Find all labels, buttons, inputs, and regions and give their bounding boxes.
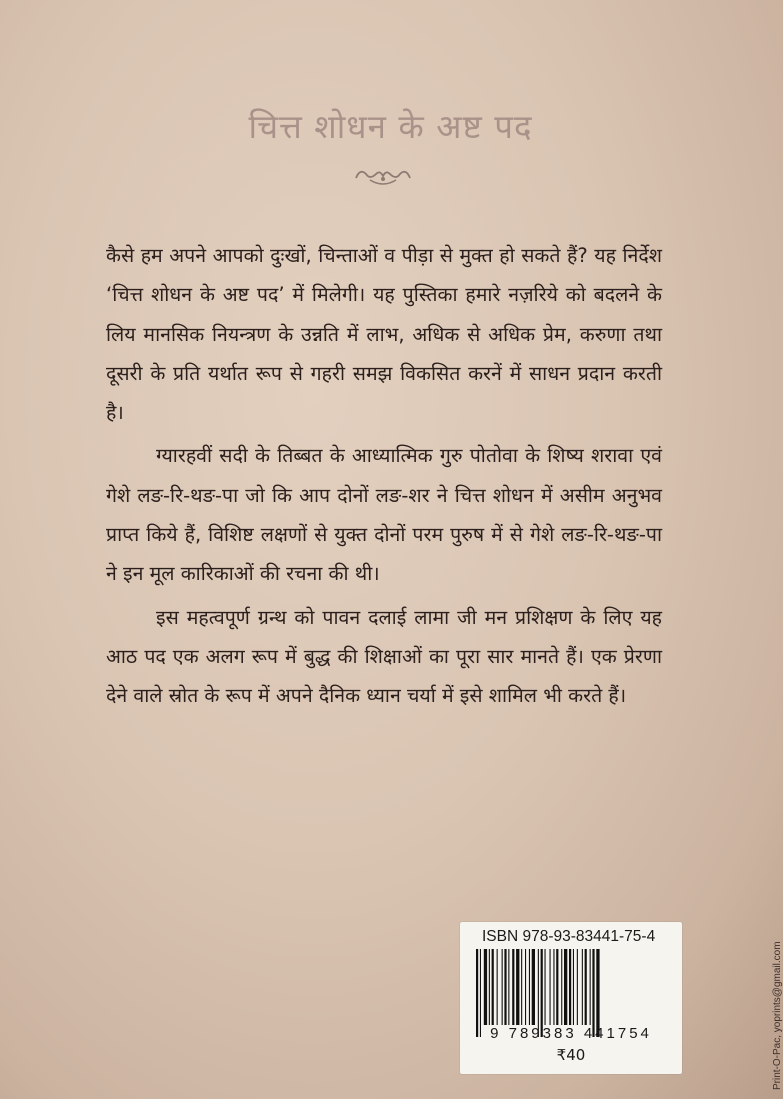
page-title: चित्त शोधन के अष्ट पद — [248, 107, 533, 146]
ornament-flourish-icon — [352, 162, 414, 190]
paragraph-1: कैसे हम अपने आपको दुःखों, चिन्ताओं व पीड़ा से मुक्त हो सकते हैं? यह निर्देश ‘चित्त शोधन के अष्ट पद’ में मिलेगी। यह पुस्तिका हमारे नज़रिये को बदलने के लिय मानसिक नियन्त्रण के उन्नति में लाभ, अधिक से अधिक प्रेम, करुणा तथा दूसरी के प्रति यर्थात रूप से गहरी समझ विकसित करनें में साधन प्रदान करती है। — [106, 244, 662, 425]
isbn-number: ISBN 978-93-83441-75-4 — [482, 928, 656, 945]
printer-credit: Print-O-Pac, yoprints@gmail.com — [772, 941, 783, 1090]
barcode-digits: 9 789383 441754 — [490, 1025, 652, 1042]
paragraph-2: ग्यारहवीं सदी के तिब्बत के आध्यात्मिक गुरु पोतोवा के शिष्य शरावा एवं गेशे लङ-रि-थङ-पा जो कि आप दोनों लङ-शर ने चित्त शोधन में असीम अनुभव प्राप्त किये हैं, विशिष्ट लक्षणों से युक्त दोनों परम पुरुष में से गेशे लङ-रि-थङ-पा ने इन मूल कारिकाओं की रचना की थी। — [106, 444, 662, 586]
isbn-barcode-label — [460, 922, 682, 1074]
blurb-text — [106, 236, 662, 716]
price-label: ₹40 — [556, 1046, 586, 1064]
paragraph-3: इस महत्वपूर्ण ग्रन्थ को पावन दलाई लामा जी मन प्रशिक्षण के लिए यह आठ पद एक अलग रूप में बुद्ध की शिक्षाओं का पूरा सार मानते हैं। एक प्रेरणा देने वाले स्रोत के रूप में अपने दैनिक ध्यान चर्या में इसे शामिल भी करते हैं। — [106, 605, 662, 708]
